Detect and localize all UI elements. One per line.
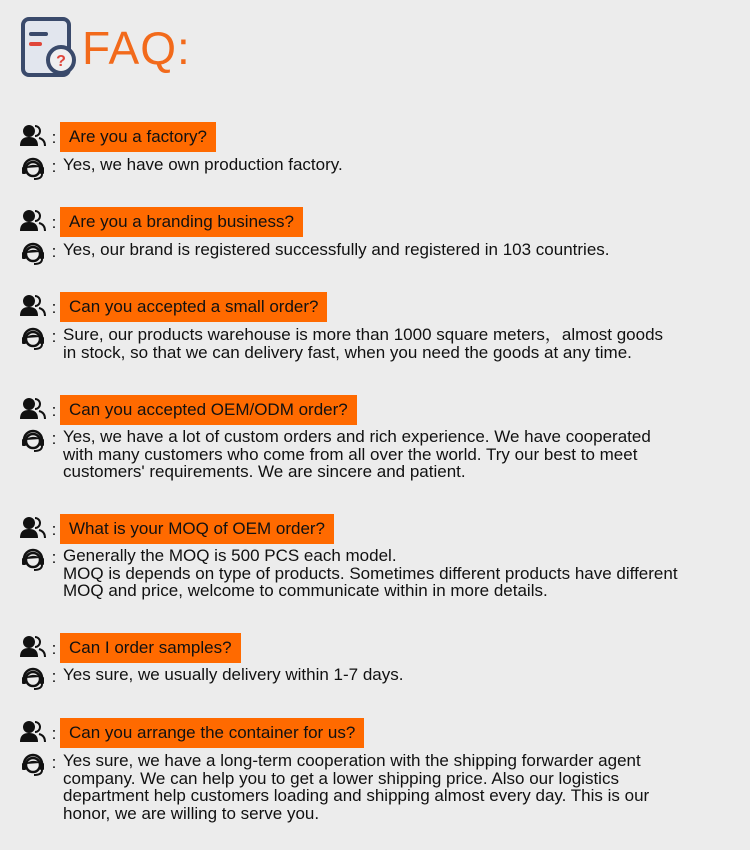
- question-label: Are you a factory?: [60, 122, 216, 152]
- separator: :: [51, 401, 57, 420]
- faq-item: [20, 512, 730, 600]
- answer-row: [20, 752, 730, 822]
- answer-text: Yes, we have own production factory.: [63, 155, 343, 174]
- question-label: Can you accepted a small order?: [60, 292, 327, 322]
- question-label: Can you accepted OEM/ODM order?: [60, 395, 357, 425]
- separator: :: [51, 298, 57, 317]
- customer-icon: [20, 635, 48, 661]
- separator: :: [51, 639, 57, 658]
- answer-row: [20, 666, 730, 691]
- customer-icon: [20, 397, 48, 423]
- question-row: [20, 512, 730, 546]
- question-row: [20, 716, 730, 750]
- answer-row: [20, 428, 730, 481]
- answer-text: Yes, we have a lot of custom orders and rich experience. We have cooperated with many customers who come from all over the world. Try our best to meet customers' requirements. We are sincere and patient.: [63, 427, 651, 481]
- answer-text: Yes, our brand is registered successfully and registered in 103 countries.: [63, 240, 610, 259]
- question-label: Can you arrange the container for us?: [60, 718, 364, 748]
- question-row: [20, 120, 730, 154]
- faq-item: [20, 120, 730, 181]
- customer-icon: [20, 294, 48, 320]
- separator: :: [51, 520, 57, 539]
- separator: :: [51, 667, 57, 686]
- faq-item: [20, 393, 730, 481]
- question-label: Can I order samples?: [60, 633, 241, 663]
- answer-text: Generally the MOQ is 500 PCS each model. MOQ is depends on type of products. Sometimes different products have different MOQ and price, welcome to communicate within in more details.: [63, 546, 678, 600]
- faq-item: [20, 205, 730, 266]
- question-row: [20, 631, 730, 665]
- separator: :: [51, 724, 57, 743]
- customer-icon: [20, 209, 48, 235]
- support-agent-icon: [20, 546, 48, 572]
- customer-icon: [20, 516, 48, 542]
- separator: :: [51, 213, 57, 232]
- support-agent-icon: [20, 665, 48, 691]
- support-agent-icon: [20, 751, 48, 777]
- customer-icon: [20, 720, 48, 746]
- separator: :: [51, 429, 57, 448]
- faq-item: [20, 290, 730, 361]
- answer-row: [20, 241, 730, 266]
- answer-text: Sure, our products warehouse is more than 1000 square meters，almost goods in stock, so that we can delivery fast, when you need the goods at any time.: [63, 325, 664, 362]
- question-row: [20, 205, 730, 239]
- separator: :: [51, 157, 57, 176]
- separator: :: [51, 128, 57, 147]
- support-agent-icon: [20, 325, 48, 351]
- answer-text: Yes sure, we have a long-term cooperation with the shipping forwarder agent company. We can help you to get a lower shipping price. Also our logistics department help customers loading and shipping almost every day. This is our honor, we are willing to serve you.: [63, 751, 650, 823]
- customer-icon: [20, 124, 48, 150]
- question-label: What is your MOQ of OEM order?: [60, 514, 334, 544]
- support-agent-icon: [20, 427, 48, 453]
- faq-header: [20, 16, 191, 80]
- question-label: Are you a branding business?: [60, 207, 303, 237]
- faq-item: [20, 716, 730, 822]
- separator: :: [51, 548, 57, 567]
- faq-document-icon: [20, 16, 80, 80]
- answer-row: [20, 547, 730, 600]
- separator: :: [51, 327, 57, 346]
- support-agent-icon: [20, 155, 48, 181]
- support-agent-icon: [20, 240, 48, 266]
- separator: :: [51, 753, 57, 772]
- answer-text: Yes sure, we usually delivery within 1-7 days.: [63, 665, 404, 684]
- page-title: FAQ:: [82, 22, 191, 74]
- question-row: [20, 290, 730, 324]
- faq-item: [20, 631, 730, 691]
- svg-text:?: ?: [56, 53, 66, 70]
- separator: :: [51, 242, 57, 261]
- answer-row: [20, 326, 730, 361]
- question-row: [20, 393, 730, 427]
- answer-row: [20, 156, 730, 181]
